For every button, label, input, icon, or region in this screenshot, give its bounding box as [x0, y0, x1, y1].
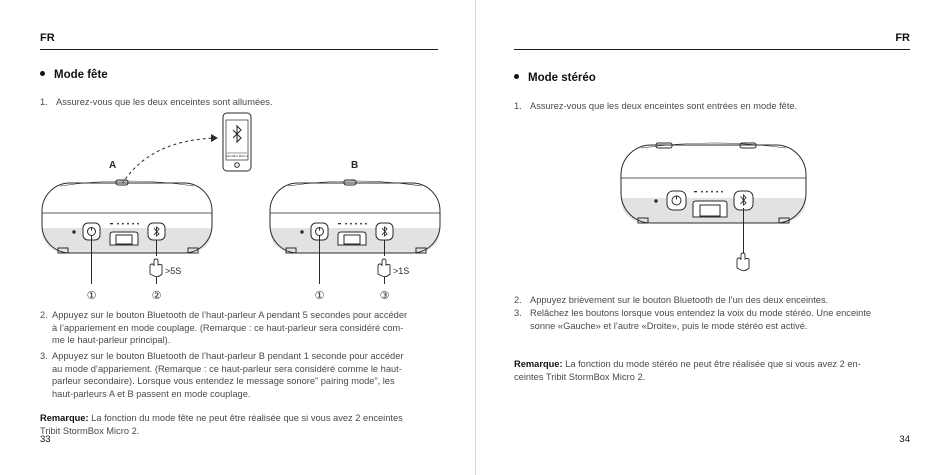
step-1: [514, 100, 924, 113]
party-mode-illustration: [30, 108, 450, 304]
callout-1-a: ①: [86, 290, 97, 302]
step-line: sonne «Gauche» et l’autre «Droite», puis le mode stéréo est activé.: [530, 320, 808, 331]
speaker-a-label: A: [109, 160, 117, 171]
step-number: 2.: [514, 295, 522, 305]
step-line: à l’appariement en mode couplage. (Remarque : ce haut-parleur sera considéré com-: [52, 322, 404, 333]
step-line: haut-parleurs A et B passent en mode couplage.: [52, 388, 251, 399]
step-line: parleur secondaire). Lorsque vous entendez le message sonore” pairing mode”, les: [52, 376, 395, 387]
phone-screen-caption: StormBox Micro 2: [225, 154, 249, 158]
speaker-b-label: B: [351, 160, 359, 171]
speaker-a-icon: [42, 180, 212, 253]
bullet-icon: [514, 74, 519, 79]
callout-1-b: ①: [314, 290, 325, 302]
pairing-arrow: [122, 138, 216, 184]
press-hand-icon-a: [150, 259, 162, 277]
step-line: me le haut-parleur principal).: [52, 335, 171, 346]
step-1: [40, 96, 450, 109]
step-line: Appuyez sur le bouton Bluetooth de l’haut-parleur B pendant 1 seconde pour accéder: [52, 351, 404, 361]
page-language-header: FR: [895, 32, 910, 44]
right-page: [476, 0, 950, 475]
section-title-text: Mode fête: [54, 69, 108, 81]
press-duration-b: >1S: [393, 266, 410, 276]
section-title-text: Mode stéréo: [528, 72, 596, 84]
callout-3: ③: [379, 290, 390, 302]
phone-icon: [223, 113, 251, 171]
remark-label: Remarque:: [514, 359, 563, 369]
step-line: Assurez-vous que les deux enceintes sont allumées.: [56, 97, 273, 107]
step-line: au mode d’appariement. (Remarque : ce haut-parleur sera considéré comme le haut-: [52, 363, 402, 374]
page-number: 33: [40, 434, 51, 445]
step-number: 3.: [40, 351, 48, 361]
page-language-header: FR: [40, 32, 55, 44]
header-rule: [514, 49, 910, 50]
step-2: [514, 294, 934, 307]
page-number: 34: [899, 434, 910, 445]
section-title-party-mode: [40, 69, 108, 81]
remark-line: ceintes Tribit StormBox Micro 2.: [514, 371, 646, 382]
step-2: [40, 309, 460, 347]
remark-note: [514, 358, 934, 383]
callout-2: ②: [151, 290, 162, 302]
section-title-stereo-mode: [514, 72, 596, 84]
remark-line: Tribit StormBox Micro 2.: [40, 425, 140, 436]
header-rule: [40, 49, 438, 50]
stereo-mode-illustration: [616, 140, 816, 275]
remark-line: La fonction du mode fête ne peut être réalisée que si vous avez 2 enceintes: [91, 413, 403, 423]
step-line: Assurez-vous que les deux enceintes sont entrées en mode fête.: [530, 101, 798, 111]
speaker-b-icon: [270, 180, 440, 253]
press-duration-a: >5S: [165, 266, 182, 276]
step-number: 1.: [40, 97, 48, 107]
step-number: 2.: [40, 310, 48, 320]
step-line: Appuyez sur le bouton Bluetooth de l’haut-parleur A pendant 5 secondes pour accéder: [52, 310, 408, 320]
remark-line: La fonction du mode stéréo ne peut être réalisée que si vous avez 2 en-: [565, 359, 861, 369]
press-hand-icon-b: [378, 259, 390, 277]
step-line: Relâchez les boutons lorsque vous entendez la voix du mode stéréo. Une enceinte: [530, 308, 872, 318]
press-hand-icon: [737, 253, 749, 271]
step-3: [514, 307, 934, 332]
step-number: 3.: [514, 308, 522, 318]
step-number: 1.: [514, 101, 522, 111]
step-line: Appuyez brièvement sur le bouton Bluetooth de l’un des deux enceintes.: [530, 295, 829, 305]
step-3: [40, 350, 460, 400]
bullet-icon: [40, 71, 45, 76]
remark-note: [40, 412, 460, 437]
remark-label: Remarque:: [40, 413, 89, 423]
